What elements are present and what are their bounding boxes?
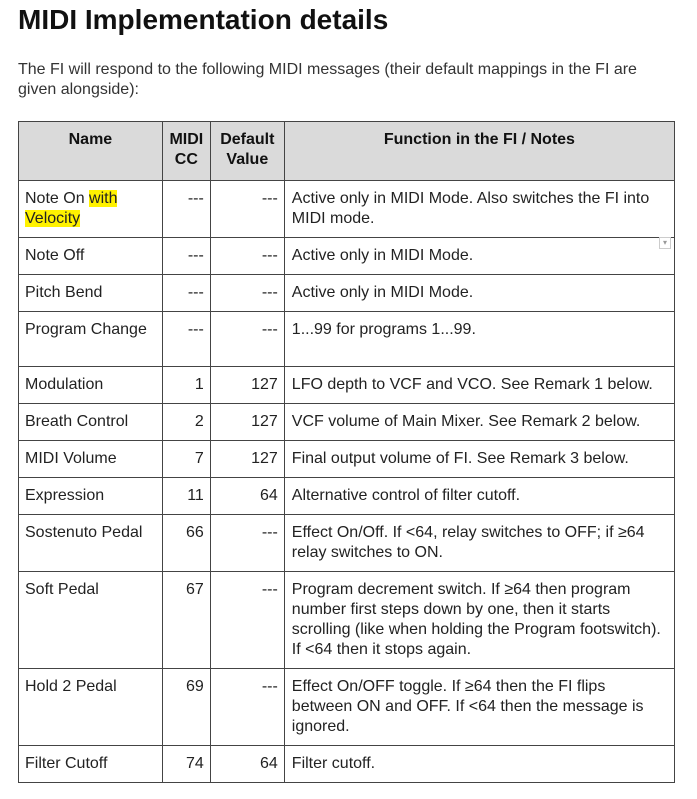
cell-default-value: --- bbox=[210, 238, 284, 275]
cell-function: Active only in MIDI Mode. bbox=[284, 275, 674, 312]
table-row bbox=[19, 238, 675, 275]
header-midi-cc: MIDI CC bbox=[162, 122, 210, 181]
cell-name: Hold 2 Pedal bbox=[19, 669, 163, 746]
page-title: MIDI Implementation details bbox=[18, 4, 389, 35]
cell-name: Program Change bbox=[19, 312, 163, 367]
cell-function: Effect On/OFF toggle. If ≥64 then the FI flips between ON and OFF. If <64 then the message is ignored. bbox=[284, 669, 674, 746]
cell-default-value: 64 bbox=[210, 746, 284, 783]
cell-midi-cc: --- bbox=[162, 181, 210, 238]
cell-default-value: --- bbox=[210, 275, 284, 312]
cell-function: Program decrement switch. If ≥64 then program number first steps down by one, then it starts scrolling (like when holding the Program footswitch). If <64 then it stops again. bbox=[284, 572, 674, 669]
cell-default-value: 127 bbox=[210, 367, 284, 404]
header-function: Function in the FI / Notes bbox=[284, 122, 674, 181]
table-row bbox=[19, 515, 675, 572]
cell-function: 1...99 for programs 1...99. bbox=[284, 312, 674, 367]
cell-default-value: --- bbox=[210, 181, 284, 238]
cell-midi-cc: 11 bbox=[162, 478, 210, 515]
highlighted-text: with Velocity bbox=[25, 190, 118, 227]
cell-name: Soft Pedal bbox=[19, 572, 163, 669]
cell-midi-cc: 74 bbox=[162, 746, 210, 783]
cell-default-value: 127 bbox=[210, 404, 284, 441]
cell-midi-cc: 67 bbox=[162, 572, 210, 669]
chevron-down-icon[interactable]: ▾ bbox=[659, 237, 671, 249]
cell-function: Final output volume of FI. See Remark 3 below. bbox=[284, 441, 674, 478]
cell-midi-cc: 1 bbox=[162, 367, 210, 404]
cell-function: Active only in MIDI Mode. Also switches the FI into MIDI mode. bbox=[284, 181, 674, 238]
cell-name: MIDI Volume bbox=[19, 441, 163, 478]
name-text: Note On bbox=[25, 190, 90, 207]
intro-paragraph: The FI will respond to the following MIDI messages (their default mappings in the FI are given alongside): bbox=[18, 61, 637, 98]
cell-midi-cc: --- bbox=[162, 312, 210, 367]
cell-midi-cc: 66 bbox=[162, 515, 210, 572]
cell-midi-cc: 7 bbox=[162, 441, 210, 478]
table-row bbox=[19, 275, 675, 312]
cell-function: VCF volume of Main Mixer. See Remark 2 below. bbox=[284, 404, 674, 441]
table-row bbox=[19, 404, 675, 441]
table-row bbox=[19, 181, 675, 238]
cell-default-value: --- bbox=[210, 515, 284, 572]
table-row bbox=[19, 312, 675, 367]
cell-default-value: 64 bbox=[210, 478, 284, 515]
cell-default-value: --- bbox=[210, 572, 284, 669]
cell-midi-cc: 2 bbox=[162, 404, 210, 441]
table-row bbox=[19, 441, 675, 478]
table-header-row bbox=[19, 122, 675, 181]
cell-name: Pitch Bend bbox=[19, 275, 163, 312]
cell-default-value: --- bbox=[210, 312, 284, 367]
table-row bbox=[19, 746, 675, 783]
cell-name: Breath Control bbox=[19, 404, 163, 441]
cell-midi-cc: --- bbox=[162, 238, 210, 275]
header-default-value: Default Value bbox=[210, 122, 284, 181]
cell-midi-cc: 69 bbox=[162, 669, 210, 746]
cell-function: Active only in MIDI Mode. bbox=[284, 238, 674, 275]
cell-default-value: --- bbox=[210, 669, 284, 746]
cell-name: Filter Cutoff bbox=[19, 746, 163, 783]
cell-midi-cc: --- bbox=[162, 275, 210, 312]
midi-implementation-table bbox=[18, 121, 675, 783]
cell-function: Effect On/Off. If <64, relay switches to OFF; if ≥64 relay switches to ON. bbox=[284, 515, 674, 572]
table-row bbox=[19, 572, 675, 669]
cell-function: Alternative control of filter cutoff. bbox=[284, 478, 674, 515]
cell-name: Note Off bbox=[19, 238, 163, 275]
cell-name bbox=[19, 181, 163, 238]
cell-name: Modulation bbox=[19, 367, 163, 404]
cell-function: LFO depth to VCF and VCO. See Remark 1 below. bbox=[284, 367, 674, 404]
cell-default-value: 127 bbox=[210, 441, 284, 478]
table-row bbox=[19, 367, 675, 404]
cell-name: Expression bbox=[19, 478, 163, 515]
table-row bbox=[19, 669, 675, 746]
cell-function: Filter cutoff. bbox=[284, 746, 674, 783]
header-name: Name bbox=[19, 122, 163, 181]
cell-name: Sostenuto Pedal bbox=[19, 515, 163, 572]
page-content bbox=[18, 0, 678, 772]
table-row bbox=[19, 478, 675, 515]
